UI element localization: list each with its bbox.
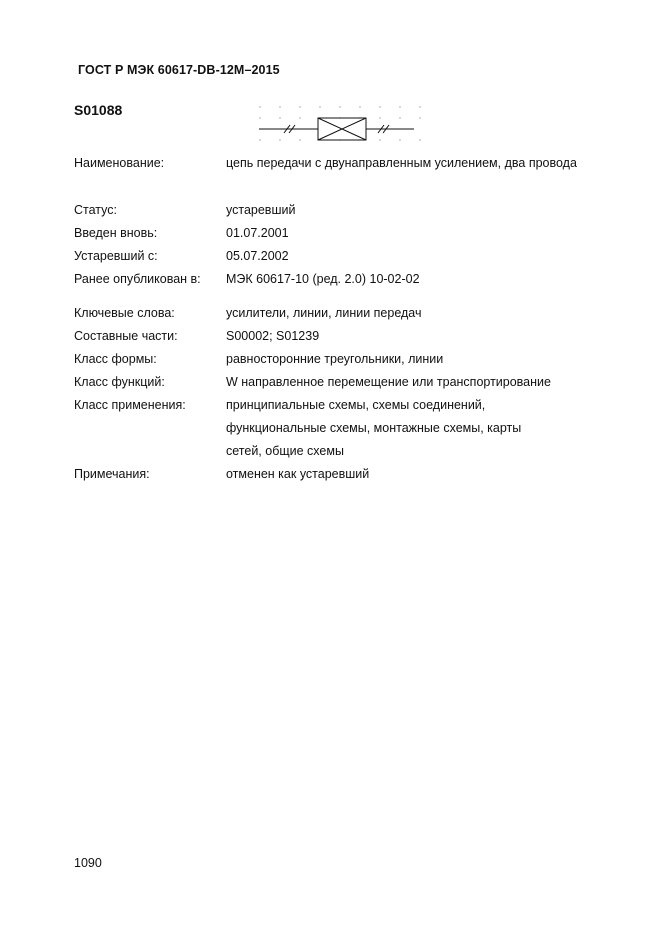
field-name-label: Наименование: (74, 156, 165, 170)
field-notes-value: отменен как устаревший (226, 467, 370, 481)
field-components-value: S00002; S01239 (226, 329, 320, 343)
field-obsolete-since-label: Устаревший с: (74, 249, 158, 263)
field-keywords-label: Ключевые слова: (74, 306, 175, 320)
field-previously-published-label: Ранее опубликован в: (74, 272, 201, 286)
field-components-label: Составные части: (74, 329, 178, 343)
field-previously-published-value: МЭК 60617-10 (ред. 2.0) 10-02-02 (226, 272, 420, 286)
field-name-value: цепь передачи с двунаправленным усилением, два провода (226, 156, 577, 170)
field-introduced-value: 01.07.2001 (226, 226, 289, 240)
page-number: 1090 (74, 856, 102, 870)
field-status-label: Статус: (74, 203, 117, 217)
field-shape-class-label: Класс формы: (74, 352, 157, 366)
two-way-amplifier-symbol-icon (256, 104, 428, 144)
document-header: ГОСТ Р МЭК 60617-DB-12М–2015 (78, 63, 280, 77)
field-obsolete-since-value: 05.07.2002 (226, 249, 289, 263)
symbol-code: S01088 (74, 102, 123, 118)
field-introduced-label: Введен вновь: (74, 226, 158, 240)
field-status-value: устаревший (226, 203, 296, 217)
field-application-class-value: принципиальные схемы, схемы соединений, функциональные схемы, монтажные схемы, карты сетей, общие схемы (226, 398, 522, 458)
field-shape-class-value: равносторонние треугольники, линии (226, 352, 444, 366)
field-application-class-label: Класс применения: (74, 398, 186, 412)
field-function-class-value: W направленное перемещение или транспортирование (226, 375, 551, 389)
field-notes-label: Примечания: (74, 467, 150, 481)
field-keywords-value: усилители, линии, линии передач (226, 306, 422, 320)
field-function-class-label: Класс функций: (74, 375, 165, 389)
